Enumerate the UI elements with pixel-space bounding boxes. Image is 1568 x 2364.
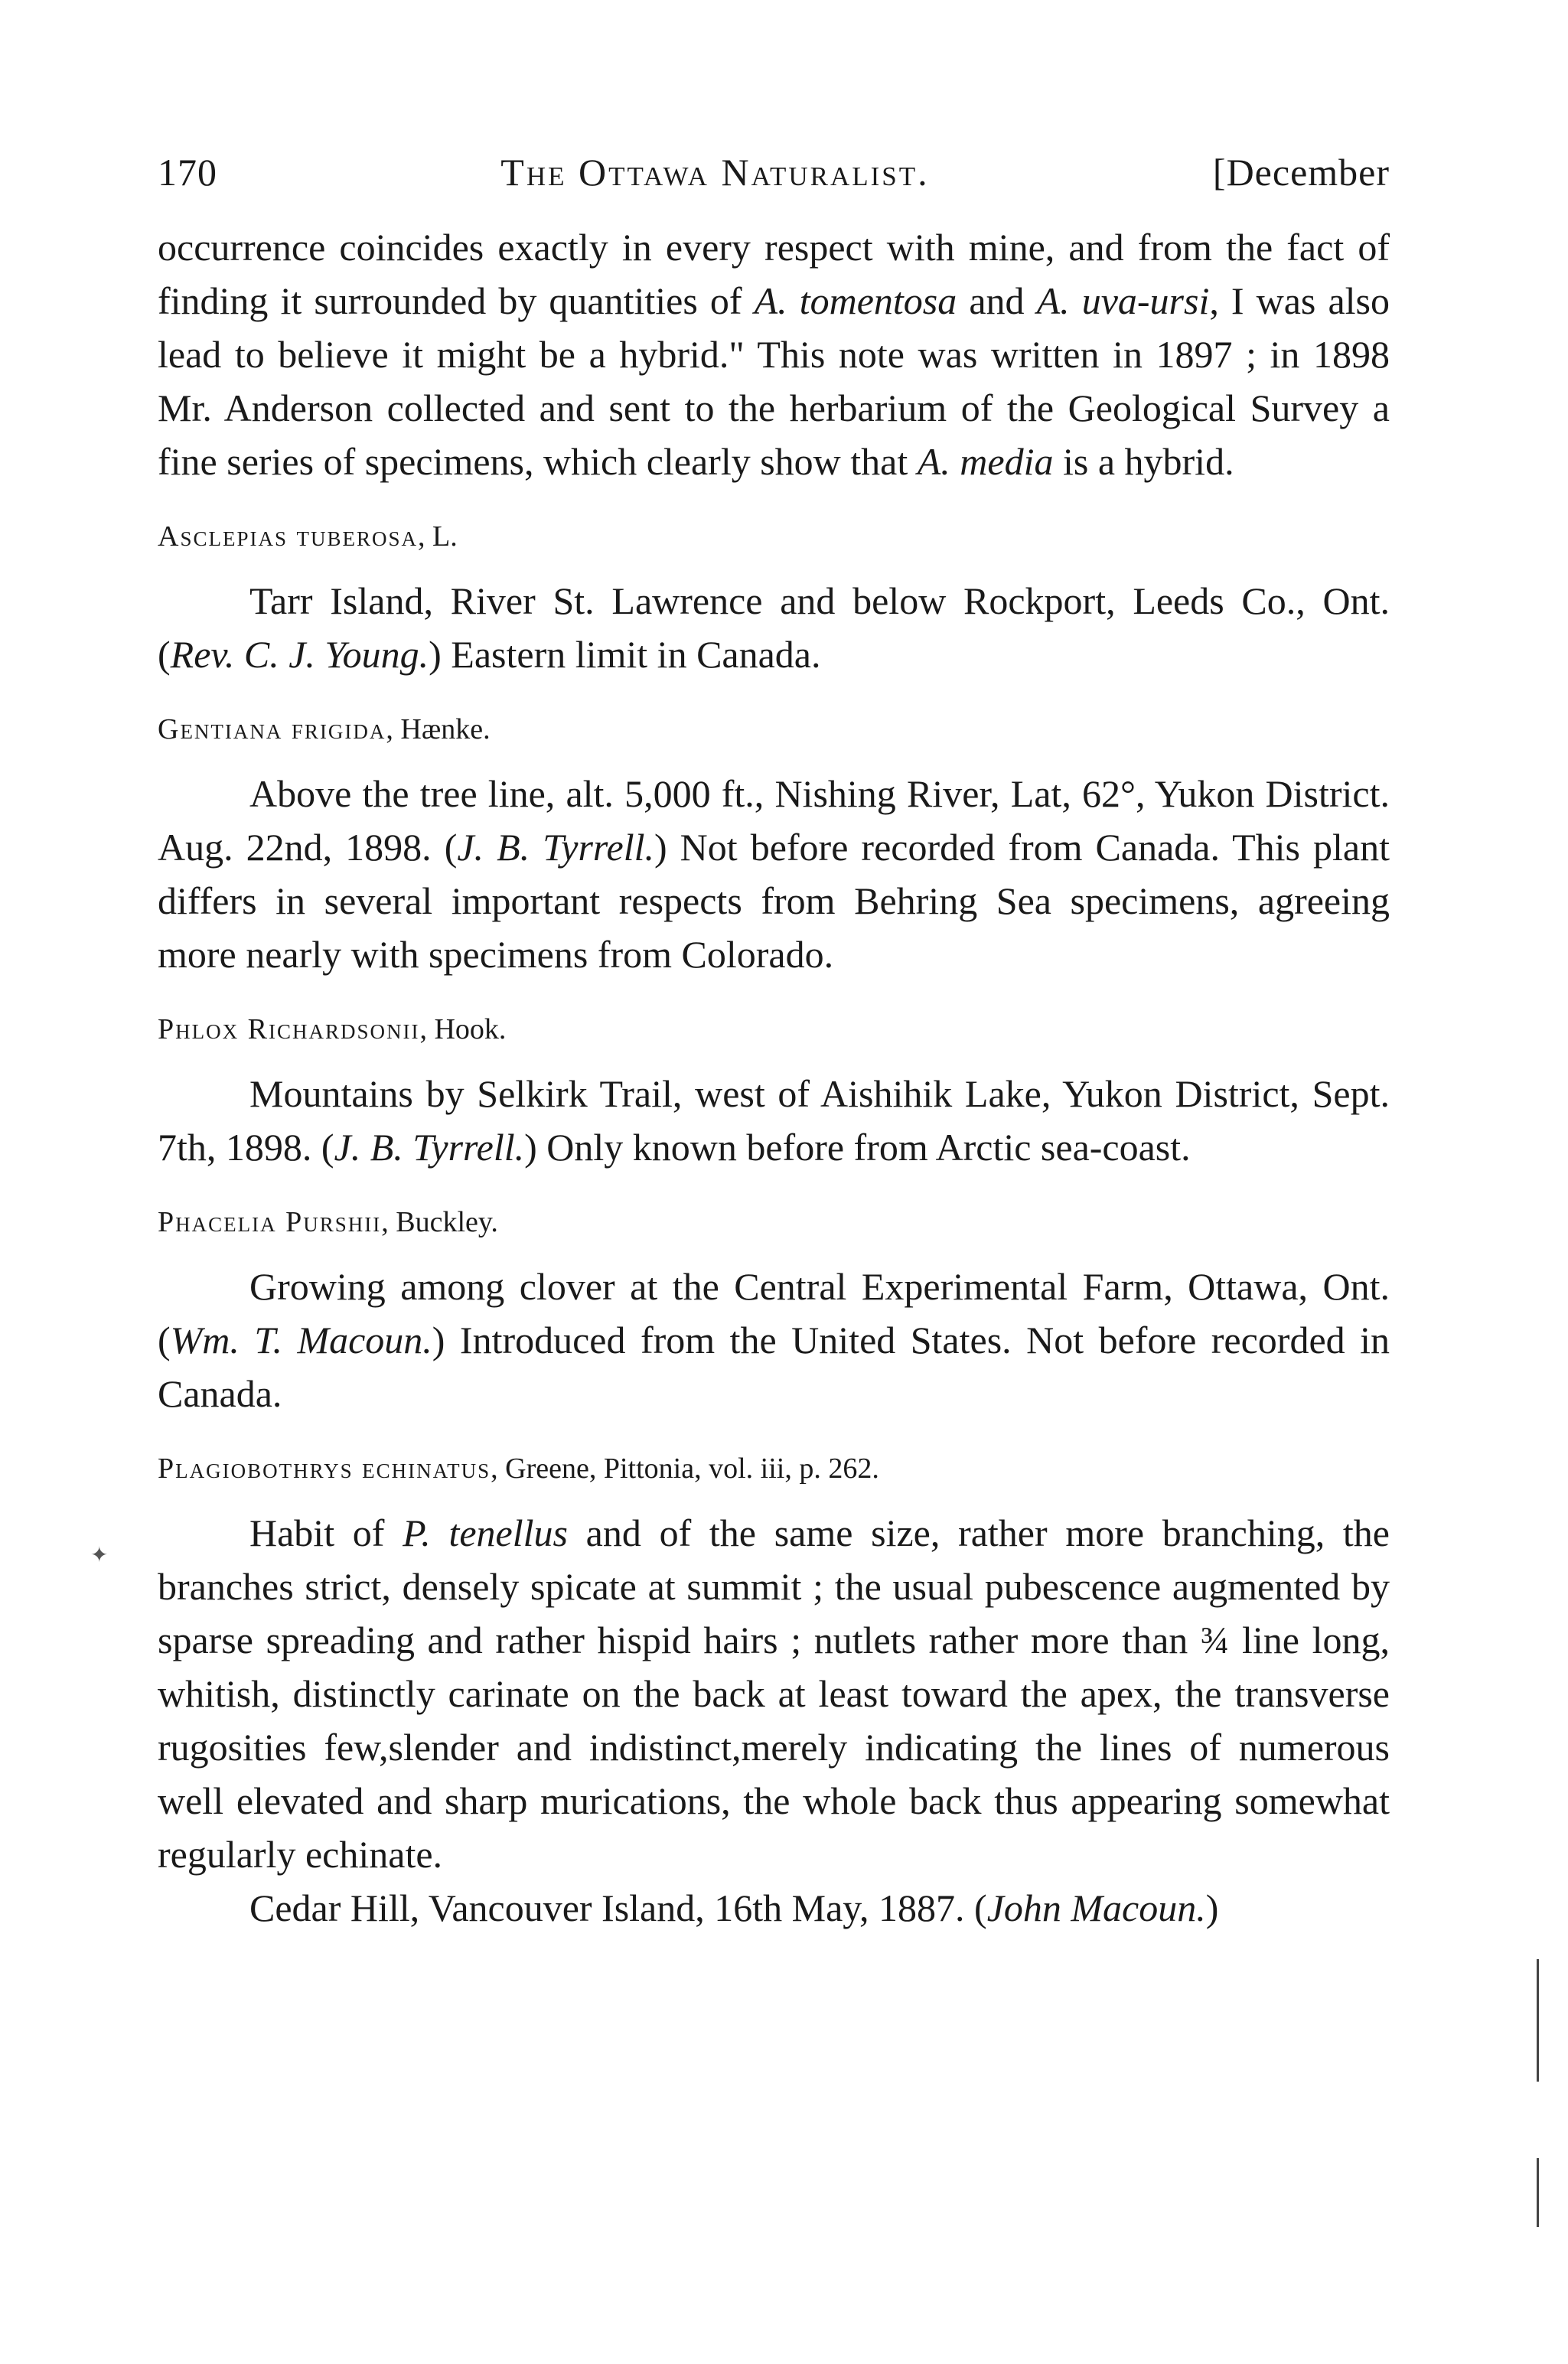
- species-heading-gentiana: Gentiana frigida, Hænke.: [158, 713, 491, 745]
- margin-rule-right: [1537, 1959, 1539, 2082]
- species-body-phacelia: Growing among clover at the Central Experimental Farm, Ottawa, Ont. (Wm. T. Macoun.) Introduced from the United States. Not before recorded in Canada.: [158, 1265, 1390, 1415]
- species-heading-asclepias: Asclepias tuberosa, L.: [158, 520, 458, 553]
- species-habit-plagiobothrys: Habit of P. tenellus and of the same size, rather more branching, the branches strict, densely spicate at summit ; the usual pubescence augmented by sparse spreading and rather hispid hairs ; nutlets rather more than ¾ line long, whitish, distinctly carinate on the back at least toward the apex, the transverse rugosities few,slender and indistinct,merely indicating the lines of numerous well elevated and sharp murications, the whole back thus appearing somewhat regularly echinate.: [158, 1511, 1390, 1876]
- page-number: 170: [158, 151, 217, 194]
- margin-rule-right-lower: [1537, 2158, 1539, 2227]
- species-heading-phlox: Phlox Richardsonii, Hook.: [158, 1013, 507, 1045]
- species-body-asclepias: Tarr Island, River St. Lawrence and below Rockport, Leeds Co., Ont. (Rev. C. J. Young.) Eastern limit in Canada.: [158, 579, 1390, 676]
- species-heading-phacelia: Phacelia Purshii, Buckley.: [158, 1206, 498, 1238]
- species-heading-plagiobothrys: Plagiobothrys echinatus, Greene, Pittonia, vol. iii, p. 262.: [158, 1453, 879, 1485]
- journal-title: The Ottawa Naturalist.: [500, 151, 930, 194]
- species-body-gentiana: Above the tree line, alt. 5,000 ft., Nishing River, Lat, 62°, Yukon District. Aug. 22nd, 1898. (J. B. Tyrrell.) Not before recorded from Canada. This plant differs in several important respects from Behring Sea specimens, agreeing more nearly with specimens from Colorado.: [158, 772, 1390, 976]
- margin-mark-left: ✦: [90, 1544, 109, 1567]
- document-page: [158, 145, 1390, 1935]
- species-locality-plagiobothrys: Cedar Hill, Vancouver Island, 16th May, 1887. (John Macoun.): [249, 1886, 1219, 1929]
- issue-label: [December: [1212, 151, 1390, 194]
- intro-paragraph: occurrence coincides exactly in every respect with mine, and from the fact of finding it surrounded by quantities of A. tomentosa and A. uva-ursi, I was also lead to believe it might be a hybrid." This note was written in 1897 ; in 1898 Mr. Anderson collected and sent to the herbarium of the Geological Survey a fine series of specimens, which clearly show that A. media is a hybrid.: [158, 226, 1390, 483]
- page-header: [158, 145, 1390, 199]
- species-body-phlox: Mountains by Selkirk Trail, west of Aishihik Lake, Yukon District, Sept. 7th, 1898. (J. B. Tyrrell.) Only known before from Arctic sea-coast.: [158, 1072, 1390, 1169]
